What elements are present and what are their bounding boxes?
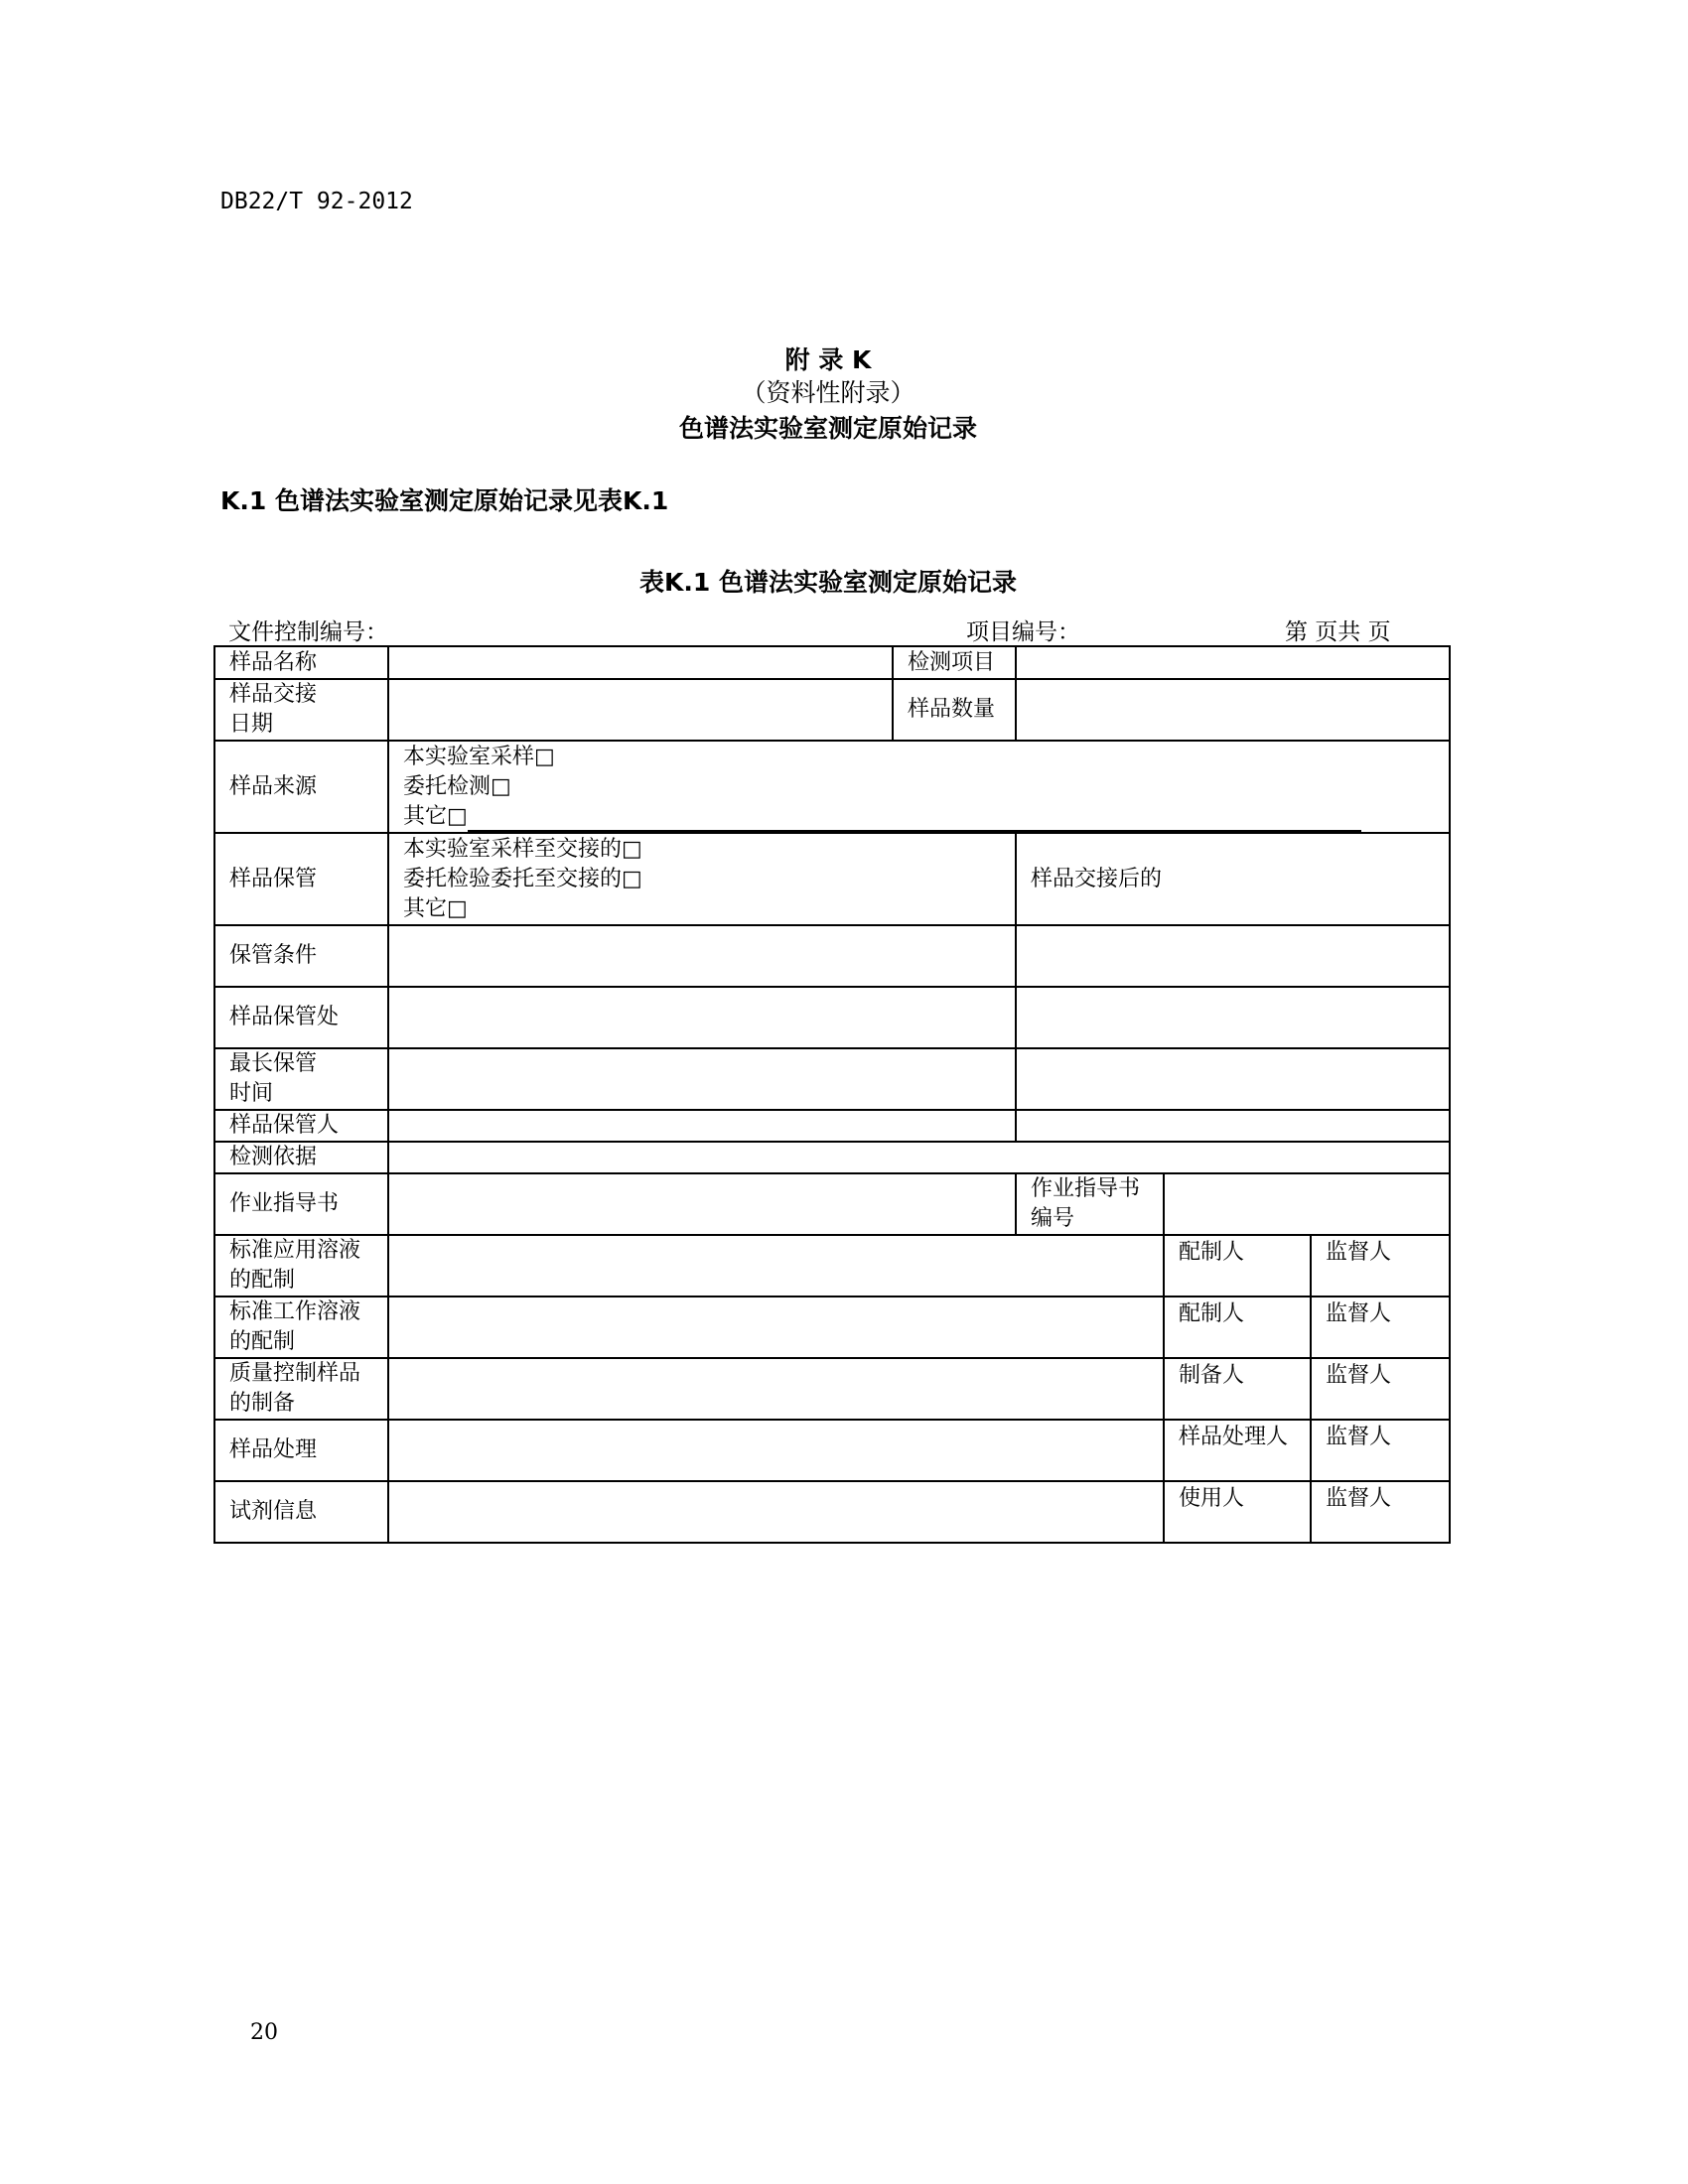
table-row — [214, 1481, 1450, 1543]
sample-name-label: 样品名称 — [214, 646, 388, 679]
table-row — [214, 1142, 1450, 1173]
table-row — [214, 1110, 1450, 1142]
max-time-label: 最长保管 时间 — [214, 1048, 388, 1110]
supervisor-label: 监督人 — [1311, 1420, 1450, 1481]
custodian-label: 样品保管人 — [214, 1110, 388, 1142]
table-row — [214, 925, 1450, 987]
supervisor-label: 监督人 — [1311, 1358, 1450, 1420]
sample-name-value[interactable] — [388, 646, 893, 679]
max-time-value[interactable] — [388, 1048, 1016, 1110]
supervisor-label: 监督人 — [1311, 1235, 1450, 1297]
table-row — [214, 741, 1450, 833]
storage-cond-value[interactable] — [388, 925, 1016, 987]
custodian-value-2[interactable] — [1016, 1110, 1450, 1142]
preparer-label: 配制人 — [1164, 1297, 1311, 1358]
table-row — [214, 987, 1450, 1048]
test-item-value[interactable] — [1016, 646, 1450, 679]
standard-code: DB22/T 92-2012 — [220, 189, 413, 214]
sample-source-label: 样品来源 — [214, 741, 388, 833]
handover-date-label: 样品交接 日期 — [214, 679, 388, 741]
storage-cond-value-2[interactable] — [1016, 925, 1450, 987]
appendix-type: （资料性附录） — [741, 378, 915, 407]
other-source-line[interactable] — [468, 804, 1361, 832]
reagent-value[interactable] — [388, 1481, 1164, 1543]
supervisor-label: 监督人 — [1311, 1481, 1450, 1543]
table-row — [214, 646, 1450, 679]
test-item-label: 检测项目 — [893, 646, 1016, 679]
table-row — [214, 1173, 1450, 1235]
sample-source-options[interactable]: 本实验室采样□ 委托检测□ 其它□ — [388, 741, 1450, 833]
table-row — [214, 1297, 1450, 1358]
maker-label: 制备人 — [1164, 1358, 1311, 1420]
appendix-title: 色谱法实验室测定原始记录 — [678, 414, 977, 443]
file-control-label: 文件控制编号： — [228, 619, 388, 645]
project-no-label: 项目编号： — [966, 619, 1080, 645]
work-instr-no-label: 作业指导书 编号 — [1016, 1173, 1164, 1235]
preparer-label: 配制人 — [1164, 1235, 1311, 1297]
sample-proc-value[interactable] — [388, 1420, 1164, 1481]
handover-date-value[interactable] — [388, 679, 893, 741]
appendix-label: 附 录 K — [784, 345, 872, 374]
storage-place-value[interactable] — [388, 987, 1016, 1048]
table-row — [214, 679, 1450, 741]
custodian-value[interactable] — [388, 1110, 1016, 1142]
max-time-value-2[interactable] — [1016, 1048, 1450, 1110]
std-app-value[interactable] — [388, 1235, 1164, 1297]
table-title: 表K.1 色谱法实验室测定原始记录 — [639, 568, 1017, 597]
table-row — [214, 1358, 1450, 1420]
sample-qty-value[interactable] — [1016, 679, 1450, 741]
storage-place-label: 样品保管处 — [214, 987, 388, 1048]
work-instr-value[interactable] — [388, 1173, 1016, 1235]
processor-label: 样品处理人 — [1164, 1420, 1311, 1481]
page-number: 20 — [250, 2020, 278, 2045]
table-row — [214, 833, 1450, 925]
sample-qty-label: 样品数量 — [893, 679, 1016, 741]
supervisor-label: 监督人 — [1311, 1297, 1450, 1358]
after-handover-label: 样品交接后的 — [1016, 833, 1450, 925]
std-app-label: 标准应用溶液 的配制 — [214, 1235, 388, 1297]
table-row — [214, 1420, 1450, 1481]
work-instr-no-value[interactable] — [1164, 1173, 1450, 1235]
qc-value[interactable] — [388, 1358, 1164, 1420]
table-row — [214, 1235, 1450, 1297]
storage-label: 样品保管 — [214, 833, 388, 925]
work-instr-label: 作业指导书 — [214, 1173, 388, 1235]
sample-proc-label: 样品处理 — [214, 1420, 388, 1481]
test-basis-value[interactable] — [388, 1142, 1450, 1173]
record-table — [213, 645, 1451, 1544]
storage-options[interactable]: 本实验室采样至交接的□ 委托检验委托至交接的□ 其它□ — [388, 833, 1016, 925]
reagent-label: 试剂信息 — [214, 1481, 388, 1543]
user-label: 使用人 — [1164, 1481, 1311, 1543]
storage-place-value-2[interactable] — [1016, 987, 1450, 1048]
test-basis-label: 检测依据 — [214, 1142, 388, 1173]
qc-label: 质量控制样品 的制备 — [214, 1358, 388, 1420]
clause-text: K.1 色谱法实验室测定原始记录见表K.1 — [220, 486, 669, 515]
table-row — [214, 1048, 1450, 1110]
page-count-label: 第 页共 页 — [1285, 619, 1391, 645]
std-work-label: 标准工作溶液 的配制 — [214, 1297, 388, 1358]
std-work-value[interactable] — [388, 1297, 1164, 1358]
storage-cond-label: 保管条件 — [214, 925, 388, 987]
